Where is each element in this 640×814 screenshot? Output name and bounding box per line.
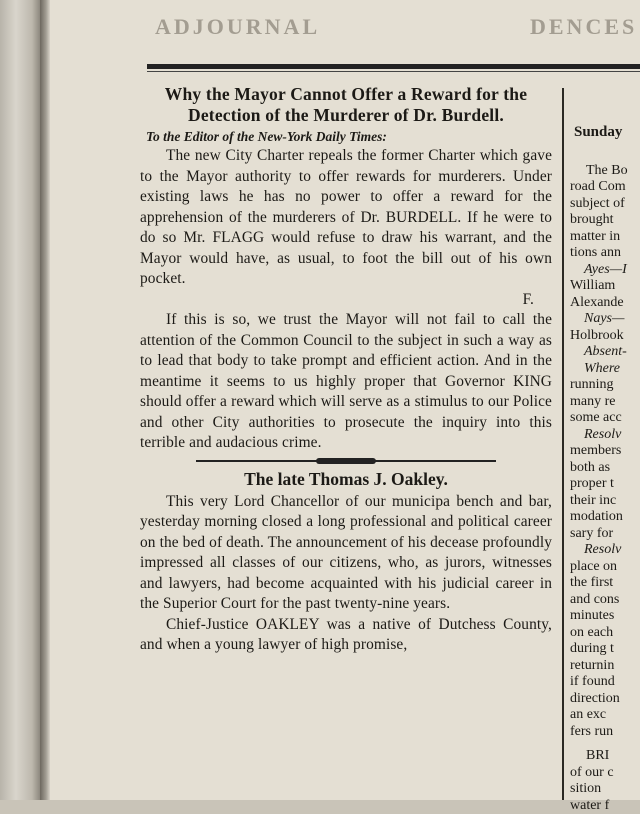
binding-edge: [0, 0, 40, 800]
side-line: members: [570, 443, 640, 460]
side-line: the first: [570, 575, 640, 592]
side-line: many re: [570, 394, 640, 411]
side-line: some acc: [570, 410, 640, 427]
section-divider: [196, 458, 496, 464]
main-column: [140, 76, 552, 800]
side-line: Ayes—I: [570, 262, 640, 279]
side-line: sition: [570, 781, 640, 798]
side-line: Holbrook: [570, 328, 640, 345]
side-line: Resolv: [570, 427, 640, 444]
side-line: minutes: [570, 608, 640, 625]
side-line: [570, 740, 640, 748]
side-line: of our c: [570, 765, 640, 782]
side-line: their inc: [570, 493, 640, 510]
side-line: brought: [570, 212, 640, 229]
side-line: Where: [570, 361, 640, 378]
ghost-text-left: ADJOURNAL: [155, 14, 320, 40]
side-line: on each: [570, 625, 640, 642]
side-line: during t: [570, 641, 640, 658]
side-line: tions ann: [570, 245, 640, 262]
side-line: place on: [570, 559, 640, 576]
side-line: BRI: [570, 748, 640, 765]
column-top-thin-rule: [147, 71, 640, 72]
column-divider: [562, 88, 564, 800]
page-gutter-shadow: [40, 0, 50, 800]
side-line: proper t: [570, 476, 640, 493]
article-paragraph-2: If this is so, we trust the Mayor will not fail to call the attention of the Common Council to the subject in such a way as to lead that body to take prompt and efficient action. And in the meantime it seems to us highly proper that Governor KING should offer a reward which will serve as a stimulus to our Police and other City authorities to prosecute the inquiry into this terrible and audacious crime.: [140, 310, 552, 454]
side-line: and cons: [570, 592, 640, 609]
article2-headline: The late Thomas J. Oakley.: [140, 468, 552, 490]
side-line: water f: [570, 798, 640, 814]
side-line: matter in: [570, 229, 640, 246]
article-headline: Why the Mayor Cannot Offer a Reward for the Detection of the Murderer of Dr. Burdell.: [140, 84, 552, 126]
side-column: [570, 76, 640, 800]
letter-signature: F.: [140, 290, 552, 311]
article-paragraph-1: The new City Charter repeals the former Charter which gave to the Mayor authority to offer rewards for murderers. Under existing laws he has no power to offer a reward for the apprehension of the murderers of Dr. BURDELL. If he were to do so Mr. FLAGG would refuse to draw his warrant, and the Mayor would have, as usual, to foot the bill out of his own pocket.: [140, 146, 552, 290]
column-top-rule: [147, 64, 640, 69]
side-line: Resolv: [570, 542, 640, 559]
side-line: fers run: [570, 724, 640, 741]
ghost-text-right: DENCES: [530, 14, 637, 40]
side-line: running: [570, 377, 640, 394]
side-line: if found: [570, 674, 640, 691]
side-lines: [570, 163, 640, 814]
side-heading: Sunday: [574, 124, 640, 141]
side-line: Absent-: [570, 344, 640, 361]
article2-paragraph-1: This very Lord Chancellor of our municipa bench and bar, yesterday morning closed a long professional and political career on the bed of death. The announcement of his decease profoundly impressed all classes of our citizens, who, as jurors, witnesses and lawyers, had become acquainted with his judicial career in the Superior Court for the past twenty-nine years.: [140, 492, 552, 615]
side-line: William: [570, 278, 640, 295]
side-line: returnin: [570, 658, 640, 675]
side-line: Alexande: [570, 295, 640, 312]
side-line: road Com: [570, 179, 640, 196]
letter-address: To the Editor of the New-York Daily Times:: [146, 128, 552, 146]
side-line: direction: [570, 691, 640, 708]
side-line: an exc: [570, 707, 640, 724]
bleed-through-strip: [60, 0, 640, 58]
side-line: Nays—: [570, 311, 640, 328]
side-line: subject of: [570, 196, 640, 213]
side-line: The Bo: [570, 163, 640, 180]
article2-paragraph-2: Chief-Justice OAKLEY was a native of Dutchess County, and when a young lawyer of high promise,: [140, 615, 552, 656]
side-line: sary for: [570, 526, 640, 543]
side-line: both as: [570, 460, 640, 477]
side-line: modation: [570, 509, 640, 526]
